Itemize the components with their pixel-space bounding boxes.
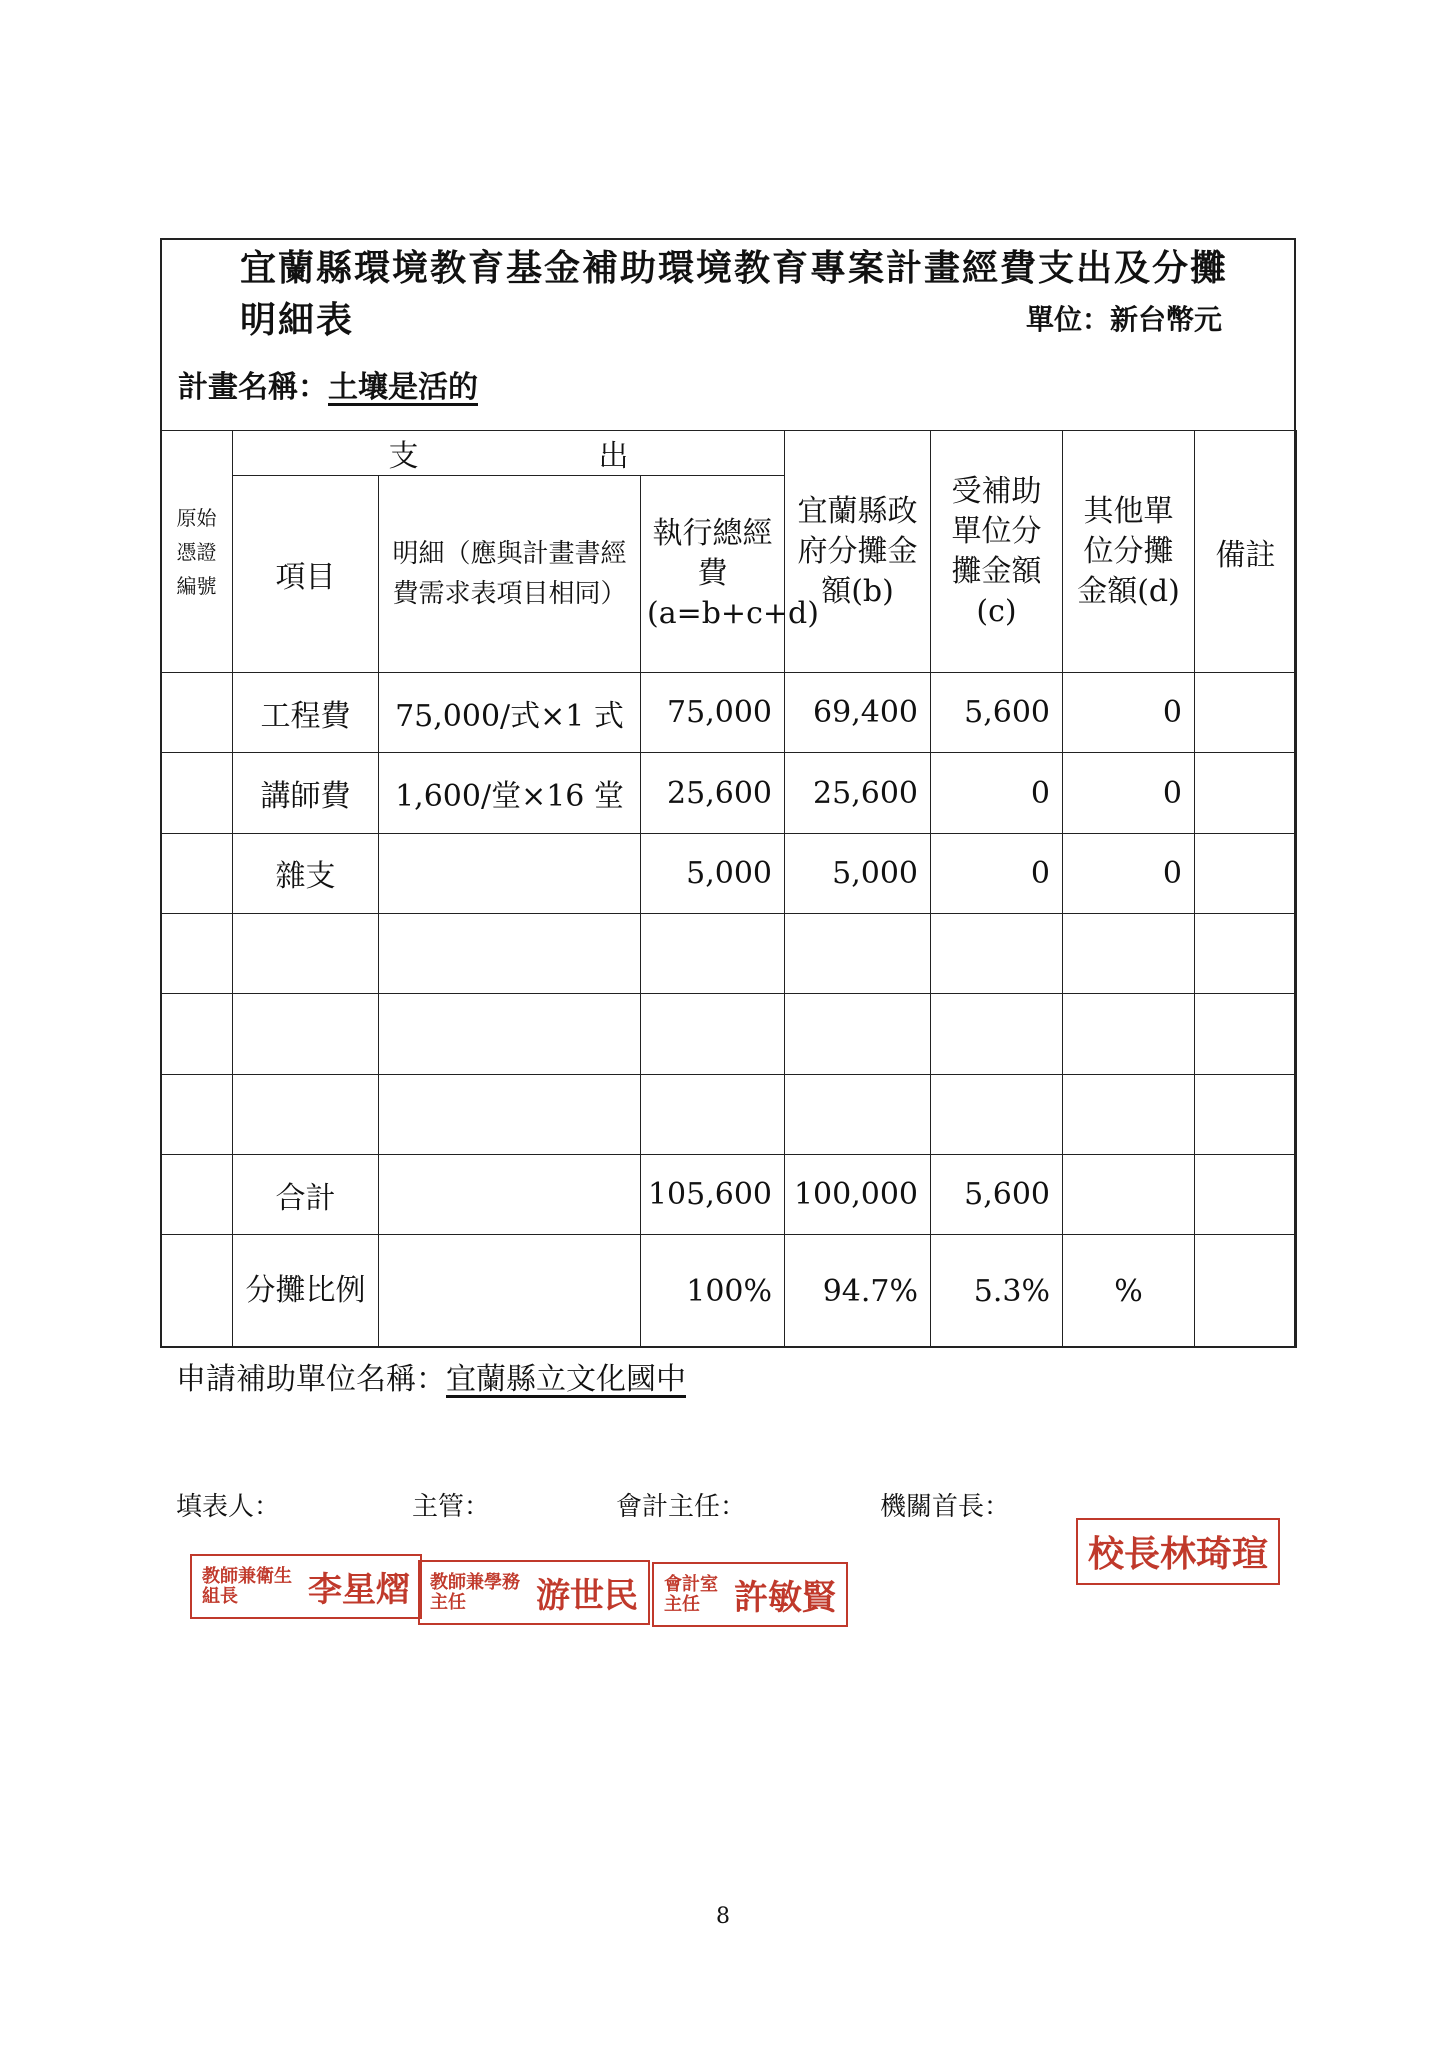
row-detail	[379, 833, 641, 913]
table-row	[161, 753, 1297, 833]
ratio-row	[161, 1235, 1297, 1348]
ratio-gov: 94.7%	[785, 1235, 931, 1348]
row-other: 0	[1063, 753, 1195, 833]
accounting-label: 會計主任：	[616, 1492, 747, 1522]
sum-other	[1063, 1155, 1195, 1235]
sum-recipient: 5,600	[931, 1155, 1063, 1235]
plan-label: 計畫名稱：	[178, 370, 328, 405]
sum-row	[161, 1155, 1297, 1235]
gov-header: 宜蘭縣政府分攤金額(b)	[785, 431, 931, 673]
stamp-head: 校長林琦瑄	[1076, 1518, 1280, 1585]
row-gov: 5,000	[785, 833, 931, 913]
supervisor-label: 主管：	[412, 1492, 491, 1522]
ratio-recipient: 5.3%	[931, 1235, 1063, 1348]
page-number: 8	[716, 1904, 730, 1929]
row-total: 25,600	[641, 753, 785, 833]
sum-label: 合計	[233, 1155, 379, 1235]
voucher-header: 原始憑證編號	[161, 431, 233, 673]
row-recipient: 0	[931, 833, 1063, 913]
stamp-supervisor: 教師兼學務主任 游世民	[418, 1560, 650, 1625]
row-recipient: 5,600	[931, 673, 1063, 753]
ratio-other: %	[1063, 1235, 1195, 1348]
remark-header: 備註	[1195, 431, 1297, 673]
applicant-value: 宜蘭縣立文化國中	[446, 1362, 686, 1397]
plan-name	[178, 362, 478, 406]
row-gov: 25,600	[785, 753, 931, 833]
detail-header: 明細（應與計畫書經費需求表項目相同）	[379, 476, 641, 673]
row-item: 工程費	[233, 673, 379, 753]
expense-table	[160, 430, 1297, 1348]
row-total: 5,000	[641, 833, 785, 913]
applicant-label: 申請補助單位名稱：	[176, 1362, 446, 1397]
plan-value: 土壤是活的	[328, 370, 478, 405]
row-other: 0	[1063, 673, 1195, 753]
form-title: 宜蘭縣環境教育基金補助環境教育專案計畫經費支出及分攤明細表	[240, 247, 1229, 341]
table-row	[161, 673, 1297, 753]
other-header: 其他單位分攤金額(d)	[1063, 431, 1195, 673]
head-label: 機關首長：	[880, 1492, 1011, 1522]
recipient-header: 受補助單位分攤金額(c)	[931, 431, 1063, 673]
empty-row	[161, 914, 1297, 994]
row-detail: 75,000/式×1 式	[379, 673, 641, 753]
expense-header: 支 出	[233, 431, 785, 476]
row-total: 75,000	[641, 673, 785, 753]
stamp-filler: 教師兼衛生組長 李星熠	[190, 1554, 422, 1619]
row-gov: 69,400	[785, 673, 931, 753]
empty-row	[161, 994, 1297, 1074]
row-item: 講師費	[233, 753, 379, 833]
filler-label: 填表人：	[176, 1492, 281, 1522]
sum-total: 105,600	[641, 1155, 785, 1235]
empty-row	[161, 1074, 1297, 1154]
total-header: 執行總經費(a=b+c+d)	[641, 476, 785, 673]
ratio-label: 分攤比例	[233, 1235, 379, 1348]
row-detail: 1,600/堂×16 堂	[379, 753, 641, 833]
currency-unit: 單位：新台幣元	[1025, 303, 1222, 336]
row-item: 雜支	[233, 833, 379, 913]
row-recipient: 0	[931, 753, 1063, 833]
stamp-accounting: 會計室主任 許敏賢	[652, 1562, 848, 1627]
ratio-total: 100%	[641, 1235, 785, 1348]
row-other: 0	[1063, 833, 1195, 913]
sum-gov: 100,000	[785, 1155, 931, 1235]
item-header: 項目	[233, 476, 379, 673]
table-row	[161, 833, 1297, 913]
applicant	[176, 1354, 686, 1398]
